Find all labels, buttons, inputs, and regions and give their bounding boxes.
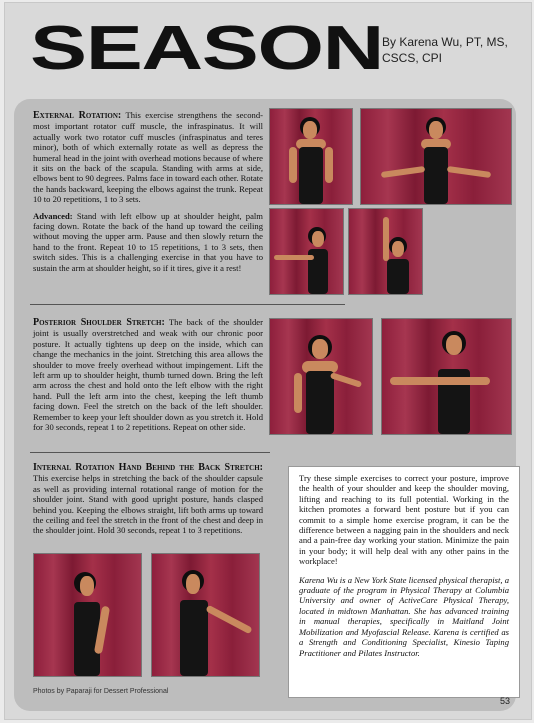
photo-external-rotation-start	[269, 108, 353, 205]
sidebar-text	[289, 467, 519, 658]
author-bio: Karena Wu is a New York State licensed physical therapist, a graduate of the program in Physical Therapy at Columbia University and owner of ActiveCare Physical Therapy, located in midtown Manhattan. She has advanced training in manual therapies, specifically in Maitland Joint Mobilization and Myofascial Release. Karena is certified as a Strength and Conditioning Specialist, Kinesio Taping Practitioner and Pilates Instructor.	[299, 574, 509, 658]
photo-internal-rotation-end	[151, 553, 260, 677]
photo-posterior-stretch-start	[269, 318, 373, 435]
section-divider	[30, 452, 270, 453]
photo-credit: Photos by Paparaji for Dessert Professional	[33, 688, 169, 695]
section-body: This exercise strengthens the second-most important rotator cuff muscle, the infraspinatus. It will actually work two rotator cuff muscles (infraspinatus and teres minor), both of which externally rotate as well as depress the humeral head in the joint with overhead motions because of where it sits on the back of the scapula. Standing with arms at side, elbows bent to 90 degrees. Palms face in toward each other. Rotate the hands backward, keeping the elbows against the trunk. Repeat 10 to 20 repetitions, 1 to 3 sets.	[33, 110, 263, 205]
photo-advanced-end	[348, 208, 423, 295]
section-heading: Internal Rotation Hand Behind the Back Stretch:	[33, 462, 263, 473]
section-posterior-shoulder-stretch	[33, 317, 263, 438]
sidebar-box	[288, 466, 520, 698]
photo-posterior-stretch-end	[381, 318, 512, 435]
advanced-body: Stand with left elbow up at shoulder height, palm facing down. Rotate the back of the hand up toward the ceiling without moving the upper arm. Pause and then slowly return the hand to the front. Repeat 10 to 15 repetitions, 1 to 3 sets, then switch sides. This is a challenging exercise in that you have to sustain the arm at shoulder height, so if it tires, give it a rest!	[33, 210, 263, 273]
sidebar-paragraph: Try these simple exercises to correct your posture, improve the health of your shoulder and keep the shoulder moving, lifting and reaching to its full potential. Working in the kitchen promotes a forward bent posture but if you can commit to a simple home exercise program, it can be the difference between a nagging pain in the shoulders and neck and a pain-free day working your station. Minimize the pain in your body; it will help deal with any other pains in the workplace!	[299, 473, 509, 567]
advanced-label: Advanced:	[33, 210, 73, 221]
page-number: 53	[500, 696, 511, 706]
section-external-rotation	[33, 110, 263, 279]
section-divider	[30, 304, 345, 305]
photo-internal-rotation-start	[33, 553, 142, 677]
photo-advanced-start	[269, 208, 344, 295]
photo-external-rotation-end	[360, 108, 512, 205]
section-heading: Posterior Shoulder Stretch:	[33, 317, 165, 328]
section-body: This exercise helps in stretching the back of the shoulder capsule as well as providing internal rotational range of motion for the shoulder joint. Stand with good upright posture, hands clasped behind you. Keeping the elbows straight, lift both arms up toward the ceiling and feel the stretch in the front of the chest and deep in the shoulder joint. Hold 30 seconds, repeat 1 to 3 repetitions.	[33, 473, 263, 536]
section-internal-rotation	[33, 462, 263, 542]
section-body: The back of the shoulder joint is usually overstretched and weak with our chronic poor posture. It actually tightens up deep on the inside, which can change the mechanics in the joint. Stretching this area allows the shoulder to move freely overhead without impingement. Lift the left arm up to shoulder height, thumb turned down. Bring the left arm across the chest and hold onto the left elbow with the right hand. Pull the left arm into the chest, keeping the left thumb facing down. Feel the stretch on the back of the left shoulder. Remember to keep your left shoulder down as you stretch it. Hold for 30 seconds, repeat 1 to 2 repetitions. Repeat on other side.	[33, 317, 263, 433]
byline: By Karena Wu, PT, MS, CSCS, CPI	[382, 35, 508, 65]
section-heading: External Rotation:	[33, 110, 122, 121]
page-title: SEASON	[30, 14, 384, 83]
